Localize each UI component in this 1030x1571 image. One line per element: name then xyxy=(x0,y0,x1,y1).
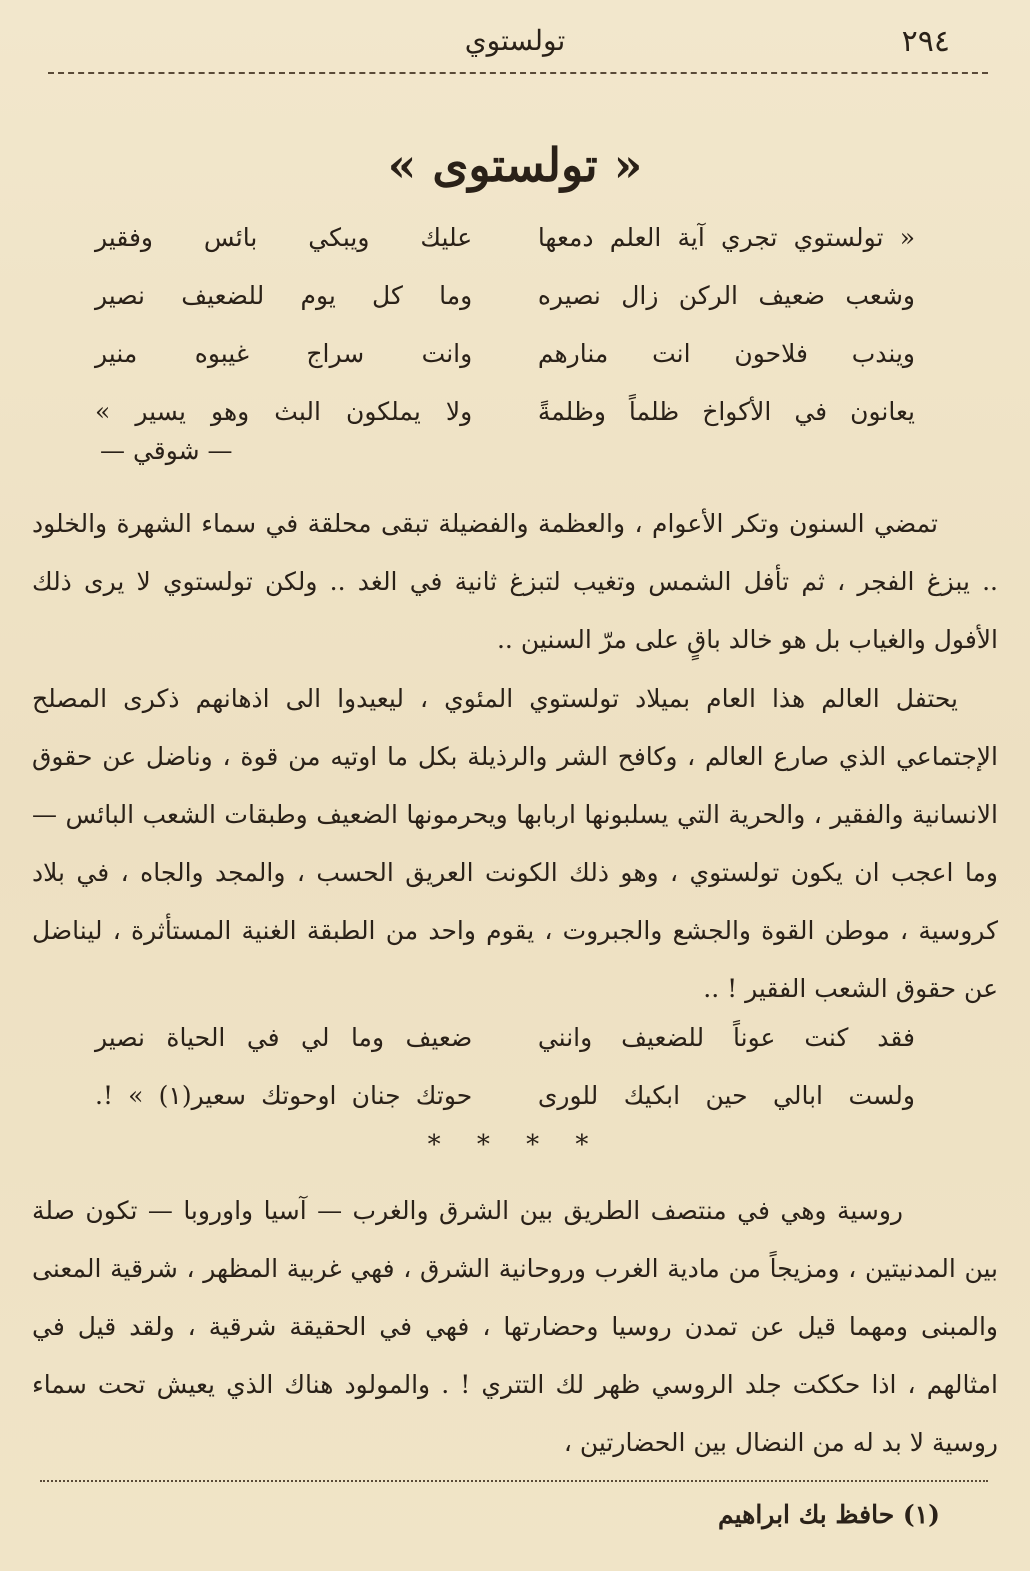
verse-first-hemistich: ولست ابالي حين ابكيك للورى xyxy=(537,1080,915,1110)
verse xyxy=(95,1066,915,1124)
paragraph-intro: تمضي السنون وتكر الأعوام ، والعظمة والفضيلة تبقى محلقة في سماء الشهرة والخلود .. يبزغ الفجر ، ثم تأفل الشمس وتغيب لتبزغ ثانية في الغد .. ولكن تولستوي لا يرى ذلك الأفول والغياب بل هو خالد باقٍ على مرّ السنين .. xyxy=(32,509,998,654)
paragraph-centenary: يحتفل العالم هذا العام بميلاد تولستوي المئوي ، ليعيدوا الى اذهانهم ذكرى المصلح الإجتماعي الذي صارع العالم ، وكافح الشر والرذيلة بكل ما اوتيه من قوة ، وناضل عن حقوق الانسانية والفقير ، والحرية التي يسلبونها اربابها ويحرمونها الضعيف وطبقات الشعب البائس — وما اعجب ان يكون تولستوي ، وهو ذلك الكونت العريق الحسب ، والمجد والجاه ، في بلاد كروسية ، موطن القوة والجشع والجبروت ، يقوم واحد من الطبقة الغنية المستأثرة ، ليناضل عن حقوق الشعب الفقير ! .. xyxy=(32,684,998,1003)
verse-first-hemistich: يعانون في الأكواخ ظلماً وظلمةً xyxy=(537,396,915,426)
verse-second-hemistich: عليك ويبكي بائس وفقير xyxy=(95,222,473,252)
footnote-divider xyxy=(40,1480,988,1482)
verse-first-hemistich: فقد كنت عوناً للضعيف وانني xyxy=(537,1022,915,1052)
verse xyxy=(95,382,915,440)
verse-second-hemistich: حوتك جنان اوحوتك سعير(١) » !. xyxy=(95,1080,473,1110)
verse xyxy=(95,324,915,382)
running-head xyxy=(40,14,990,64)
running-title: تولستوي xyxy=(464,24,566,57)
verse-first-hemistich: « تولستوي تجري آية العلم دمعها xyxy=(537,222,915,252)
verse xyxy=(95,1008,915,1066)
page-number: ٢٩٤ xyxy=(901,24,950,59)
verse-second-hemistich: ضعيف وما لي في الحياة نصير xyxy=(95,1022,473,1052)
verse-first-hemistich: ويندب فلاحون انت منارهم xyxy=(537,338,915,368)
poem-title: « تولستوى » xyxy=(387,138,643,192)
verse xyxy=(95,208,915,266)
header-divider xyxy=(48,68,988,74)
verse-second-hemistich: ولا يملكون البث وهو يسير » xyxy=(95,396,473,426)
paragraph-russia: روسية وهي في منتصف الطريق بين الشرق والغرب — آسيا واوروبا — تكون صلة بين المدنيتين ، ومزيجاً من مادية الغرب وروحانية الشرق ، فهي غربية المظهر ، شرقية المعنى والمبنى ومهما قيل عن تمدن روسيا وحضارتها ، فهي في الحقيقة شرقية ، ولقد قيل في امثالهم ، اذا حككت جلد الروسي ظهر لك التتري ! . والمولود هناك الذي يعيش تحت سماء روسية لا بد له من النضال بين الحضارتين ، xyxy=(32,1196,998,1457)
section-separator: * * * * xyxy=(427,1130,603,1160)
verse-second-hemistich: وانت سراج غيبوه منير xyxy=(95,338,473,368)
verse-first-hemistich: وشعب ضعيف الركن زال نصيره xyxy=(537,280,915,310)
footnote: (١) حافظ بك ابراهيم xyxy=(717,1500,940,1529)
poet-attribution: — شوقي — xyxy=(100,436,233,465)
opening-poem xyxy=(95,208,915,440)
verse xyxy=(95,266,915,324)
verse-second-hemistich: وما كل يوم للضعيف نصير xyxy=(95,280,473,310)
quoted-verses xyxy=(95,1008,915,1124)
